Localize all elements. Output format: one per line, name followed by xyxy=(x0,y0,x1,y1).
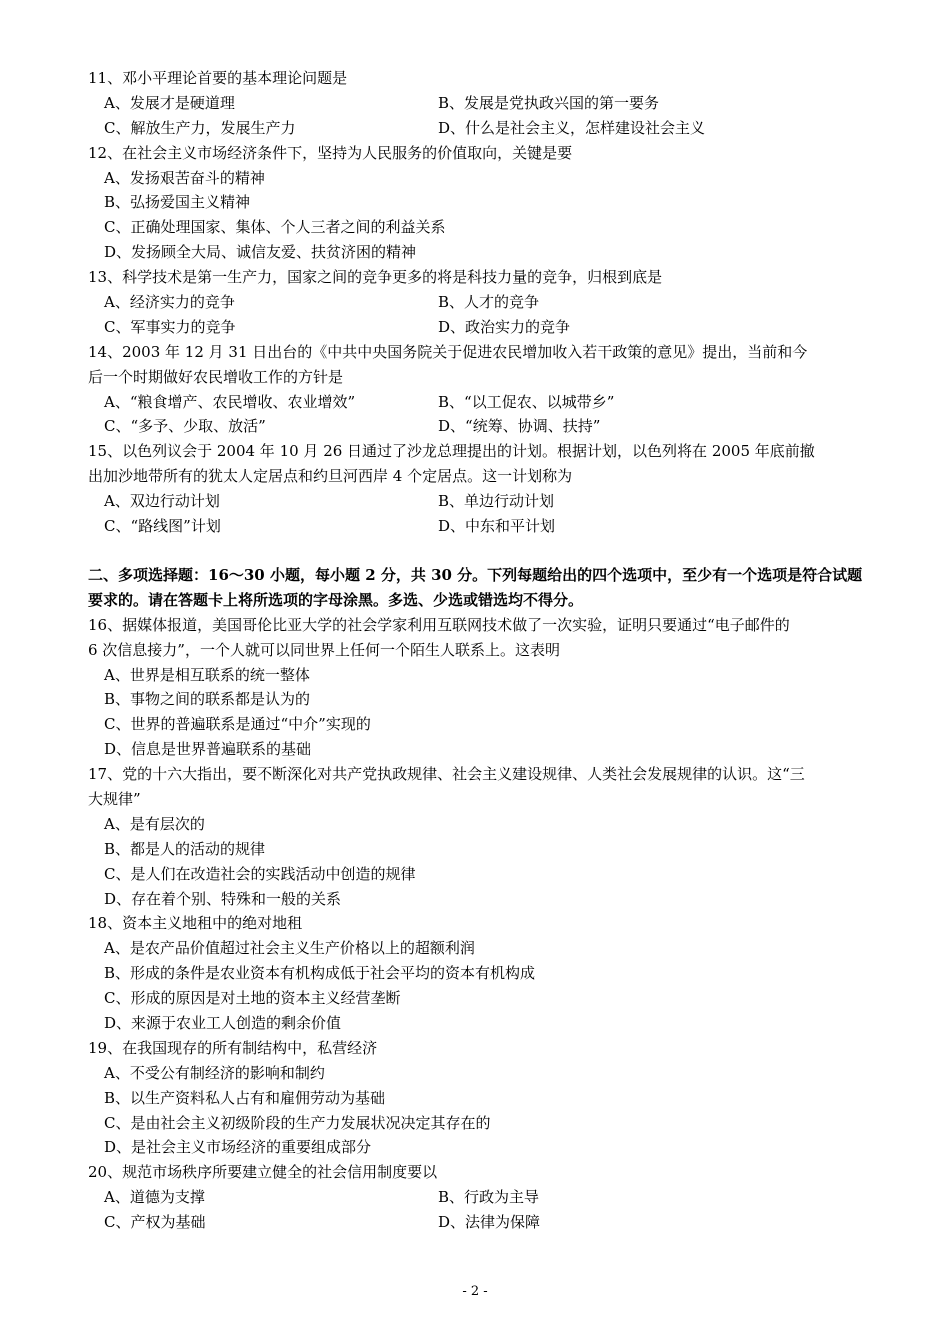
option-a: A、是农产品价值超过社会主义生产价格以上的超额利润 xyxy=(104,939,475,958)
option-c: C、“多予、少取、放活” xyxy=(104,417,266,436)
question-13 xyxy=(88,265,868,340)
question-stem-line-1: 15、以色列议会于 2004 年 10 月 26 日通过了沙龙总理提出的计划。根据计划，以色列将在 2005 年底前撤 xyxy=(88,442,815,461)
option-b: B、人才的竞争 xyxy=(438,293,540,312)
option-a: A、经济实力的竞争 xyxy=(104,293,235,312)
option-b: B、以生产资料私人占有和雇佣劳动为基础 xyxy=(104,1088,386,1107)
option-b: B、“以工促农、以城带乡” xyxy=(438,392,615,411)
section-heading-multiple-choice: 二、多项选择题：16～30 小题，每小题 2 分，共 30 分。下列每题给出的四个选项中，至少有一个选项是符合试题要求的。请在答题卡上将所选项的字母涂黑。多选、少选或错选均不得分。 xyxy=(88,565,863,609)
option-d: D、发扬顾全大局、诚信友爱、扶贫济困的精神 xyxy=(104,243,417,262)
option-b: B、形成的条件是农业资本有机构成低于社会平均的资本有机构成 xyxy=(104,964,536,983)
option-c: C、解放生产力，发展生产力 xyxy=(104,118,296,137)
question-11 xyxy=(88,66,868,141)
question-stem-line-1: 17、党的十六大指出，要不断深化对共产党执政规律、社会主义建设规律、人类社会发展规律的认识。这“三 xyxy=(88,765,805,784)
exam-page xyxy=(88,66,868,1235)
option-c: C、形成的原因是对土地的资本主义经营垄断 xyxy=(104,989,401,1008)
option-b: B、单边行动计划 xyxy=(438,492,555,511)
option-c: C、“路线图”计划 xyxy=(104,517,221,536)
question-stem: 19、在我国现存的所有制结构中，私营经济 xyxy=(88,1038,378,1057)
question-stem-line-2: 出加沙地带所有的犹太人定居点和约旦河西岸 4 个定居点。这一计划称为 xyxy=(88,467,573,486)
option-a: A、发展才是硬道理 xyxy=(104,93,235,112)
option-a: A、双边行动计划 xyxy=(104,492,220,511)
question-19 xyxy=(88,1036,868,1160)
option-c: C、世界的普遍联系是通过“中介”实现的 xyxy=(104,715,371,734)
option-d: D、信息是世界普遍联系的基础 xyxy=(104,740,312,759)
question-stem: 13、科学技术是第一生产力，国家之间的竞争更多的将是科技力量的竞争，归根到底是 xyxy=(88,268,663,287)
question-17 xyxy=(88,762,868,911)
option-d: D、来源于农业工人创造的剩余价值 xyxy=(104,1013,342,1032)
question-18 xyxy=(88,911,868,1035)
option-b: B、弘扬爱国主义精神 xyxy=(104,193,251,212)
option-a: A、道德为支撑 xyxy=(104,1188,205,1207)
question-stem-line-1: 14、2003 年 12 月 31 日出台的《中共中央国务院关于促进农民增加收入若干政策的意见》提出，当前和今 xyxy=(88,342,808,361)
option-b: B、事物之间的联系都是认为的 xyxy=(104,690,311,709)
option-a: A、“粮食增产、农民增收、农业增效” xyxy=(104,392,356,411)
option-d: D、法律为保障 xyxy=(438,1213,541,1232)
question-stem-line-2: 大规律” xyxy=(88,789,141,808)
question-12 xyxy=(88,141,868,265)
option-d: D、存在着个别、特殊和一般的关系 xyxy=(104,889,342,908)
question-stem: 12、在社会主义市场经济条件下，坚持为人民服务的价值取向，关键是要 xyxy=(88,143,573,162)
option-c: C、是人们在改造社会的实践活动中创造的规律 xyxy=(104,864,416,883)
question-stem-line-2: 6 次信息接力”，一个人就可以同世界上任何一个陌生人联系上。这表明 xyxy=(88,640,560,659)
question-stem-line-2: 后一个时期做好农民增收工作的方针是 xyxy=(88,367,344,386)
option-d: D、政治实力的竞争 xyxy=(438,317,571,336)
option-b: B、发展是党执政兴国的第一要务 xyxy=(438,93,660,112)
question-stem-line-1: 16、据媒体报道，美国哥伦比亚大学的社会学家利用互联网技术做了一次实验，证明只要通过“电子邮件的 xyxy=(88,615,790,634)
option-c: C、军事实力的竞争 xyxy=(104,317,236,336)
option-d: D、是社会主义市场经济的重要组成部分 xyxy=(104,1138,372,1157)
option-b: B、行政为主导 xyxy=(438,1188,540,1207)
option-d: D、什么是社会主义，怎样建设社会主义 xyxy=(438,118,706,137)
option-a: A、发扬艰苦奋斗的精神 xyxy=(104,168,265,187)
option-c: C、产权为基础 xyxy=(104,1213,206,1232)
question-stem: 11、邓小平理论首要的基本理论问题是 xyxy=(88,69,348,87)
option-d: D、“统筹、协调、扶持” xyxy=(438,417,601,436)
question-stem: 20、规范市场秩序所要建立健全的社会信用制度要以 xyxy=(88,1163,438,1182)
page-number: - 2 - xyxy=(462,1284,488,1299)
option-c: C、正确处理国家、集体、个人三者之间的利益关系 xyxy=(104,218,446,237)
option-a: A、是有层次的 xyxy=(104,814,205,833)
option-d: D、中东和平计划 xyxy=(438,517,556,536)
option-a: A、世界是相互联系的统一整体 xyxy=(104,665,310,684)
option-b: B、都是人的活动的规律 xyxy=(104,839,266,858)
question-14 xyxy=(88,340,868,440)
option-c: C、是由社会主义初级阶段的生产力发展状况决定其存在的 xyxy=(104,1113,491,1132)
question-stem: 18、资本主义地租中的绝对地租 xyxy=(88,914,303,933)
option-a: A、不受公有制经济的影响和制约 xyxy=(104,1063,325,1082)
question-16 xyxy=(88,613,868,762)
question-15 xyxy=(88,439,868,539)
question-20 xyxy=(88,1160,868,1235)
